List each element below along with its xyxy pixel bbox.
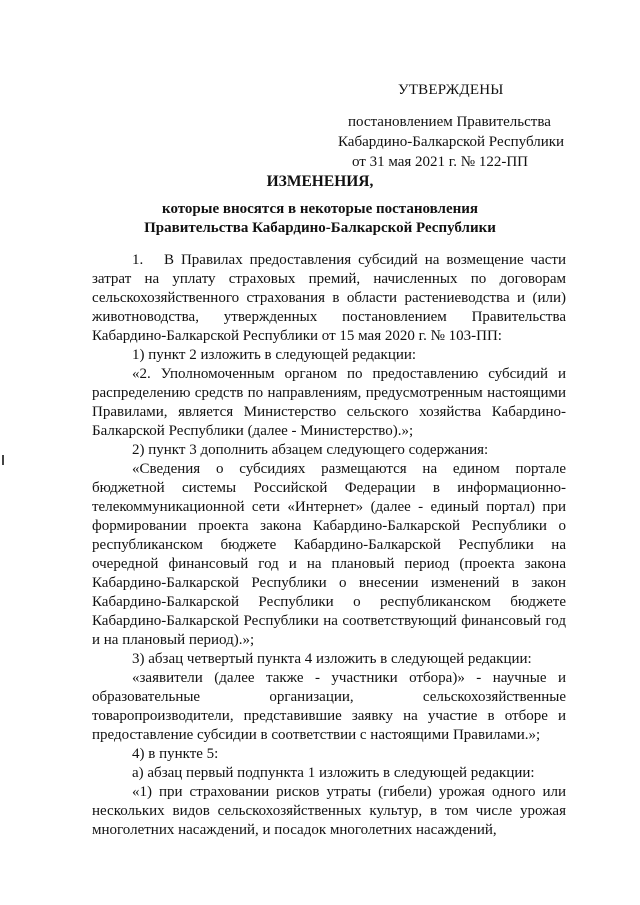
approval-line-2: Кабардино-Балкарской Республики xyxy=(338,134,565,150)
paragraph-9: а) абзац первый подпункта 1 изложить в следующей редакции: xyxy=(132,765,535,781)
scan-edge-mark xyxy=(2,455,4,465)
subtitle-line-2: Правительства Кабардино-Балкарской Республики xyxy=(144,220,496,236)
document-body xyxy=(92,251,566,840)
subtitle-line-1: которые вносятся в некоторые постановления xyxy=(162,201,478,217)
document-subtitle xyxy=(0,200,640,238)
document-title: ИЗМЕНЕНИЯ, xyxy=(266,173,374,190)
paragraph-10: «1) при страховании рисков утраты (гибели) урожая одного или нескольких видов сельскохозяйственных культур, в том числе урожая многолетних насаждений, и посадок многолетних насаждений, xyxy=(92,784,566,838)
paragraph-5: «Сведения о субсидиях размещаются на едином портале бюджетной системы Российской Федерации в информационно-телекоммуникационной сети «Интернет» (далее - единый портал) при формировании проекта закона Кабардино-Балкарской Республики о республиканском бюджете Кабардино-Балкарской Республики на очередной финансовый год и на плановый период (проекта закона Кабардино-Балкарской Республики о внесении изменений в закон Кабардино-Балкарской Республики о республиканском бюджете Кабардино-Балкарской Республики на соответствующий финансовый год и на плановый период).»; xyxy=(92,461,566,648)
approval-line-1: постановлением Правительства xyxy=(348,114,551,130)
paragraph-8: 4) в пункте 5: xyxy=(132,746,219,762)
paragraph-1: 1. В Правилах предоставления субсидий на возмещение части затрат на уплату страховых премий, начисленных по договорам сельскохозяйственного страхования в области растениеводства и (или) животноводства, утвержденных постановлением Правительства Кабардино-Балкарской Республики от 15 мая 2020 г. № 103-ПП: xyxy=(92,252,566,344)
paragraph-6: 3) абзац четвертый пункта 4 изложить в следующей редакции: xyxy=(132,651,532,667)
paragraph-4: 2) пункт 3 дополнить абзацем следующего содержания: xyxy=(132,442,489,458)
approval-heading: УТВЕРЖДЕНЫ xyxy=(398,82,504,98)
approval-block xyxy=(338,80,598,172)
paragraph-7: «заявители (далее также - участники отбора)» - научные и образовательные организации, сельскохозяйственные товаропроизводители, представившие заявку на участие в отборе и предоставление субсидии в соответствии с настоящими Правилами.»; xyxy=(92,670,566,743)
paragraph-3: «2. Уполномоченным органом по предоставлению субсидий и распределению средств по направлениям, предусмотренным настоящими Правилами, является Министерство сельского хозяйства Кабардино-Балкарской Республики (далее - Министерство).»; xyxy=(92,366,566,439)
paragraph-2: 1) пункт 2 изложить в следующей редакции: xyxy=(132,347,417,363)
approval-line-3: от 31 мая 2021 г. № 122-ПП xyxy=(352,154,528,170)
